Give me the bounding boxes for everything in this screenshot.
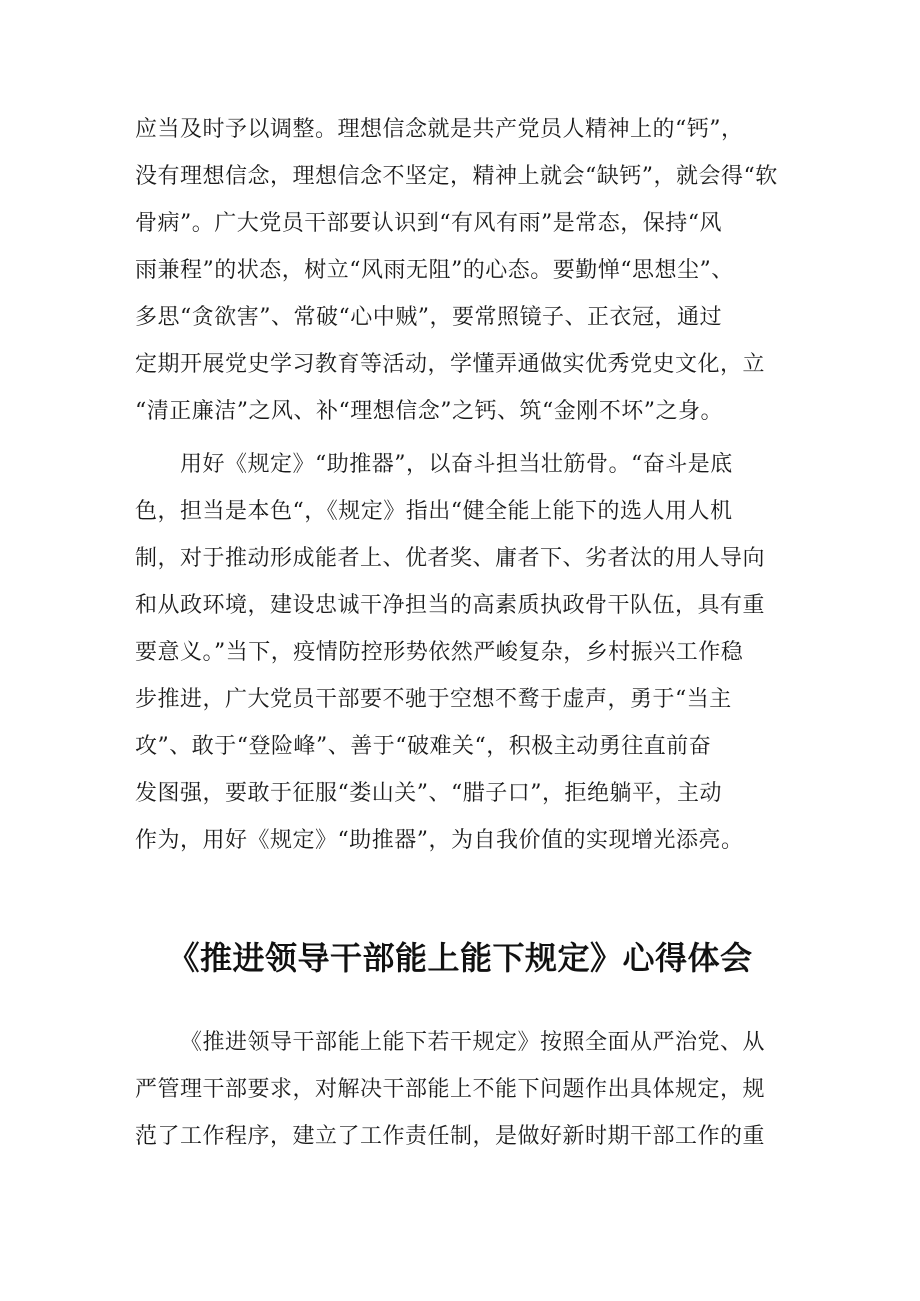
paragraph-line: 骨病”。广大党员干部要认识到“有风有雨”是常态，保持“风 (135, 211, 722, 236)
paragraph-line: 作为，用好《规定》“助推器”，为自我价值的实现增光添亮。 (135, 828, 744, 853)
paragraph-line: 攻”、敢于“登险峰”、善于“破难关“，积极主动勇往直前奋 (135, 734, 712, 759)
paragraph-line: 范了工作程序，建立了工作责任制，是做好新时期干部工作的重 (135, 1124, 766, 1149)
paragraph-line: 发图强，要敢于征服“娄山关”、“腊子口”，拒绝躺平，主动 (135, 781, 722, 806)
paragraph-line: 色，担当是本色“，《规定》指出“健全能上能下的选人用人机 (135, 499, 733, 524)
paragraph-line: 要意义。”当下，疫情防控形势依然严峻复杂，乡村振兴工作稳 (135, 640, 744, 665)
paragraph-line: 严管理干部要求，对解决干部能上不能下问题作出具体规定，规 (135, 1077, 766, 1102)
paragraph-line: 制，对于推动形成能者上、优者奖、庸者下、劣者汰的用人导向 (135, 546, 766, 571)
paragraph-line: 用好《规定》“助推器”，以奋斗担当壮筋骨。“奋斗是底 (180, 452, 733, 477)
paragraph-line: “清正廉洁”之风、补“理想信念”之钙、筑“金刚不坏”之身。 (135, 399, 723, 424)
section-title: 《推进领导干部能上能下规定》心得体会 (167, 939, 753, 977)
paragraph-line: 定期开展党史学习教育等活动，学懂弄通做实优秀党史文化，立 (135, 352, 766, 377)
paragraph-line: 和从政环境，建设忠诚干净担当的高素质执政骨干队伍，具有重 (135, 593, 766, 618)
paragraph-line: 应当及时予以调整。理想信念就是共产党员人精神上的“钙”， (135, 117, 744, 142)
paragraph-line: 没有理想信念，理想信念不坚定，精神上就会“缺钙”，就会得“软 (135, 164, 778, 189)
paragraph-line: 《推进领导干部能上能下若干规定》按照全面从严治党、从 (180, 1030, 766, 1055)
paragraph-line: 雨兼程”的状态，树立“风雨无阻”的心态。要勤惮“思想尘”、 (135, 258, 734, 283)
paragraph-line: 步推进，广大党员干部要不驰于空想不鹜于虚声，勇于“当主 (135, 687, 732, 712)
paragraph-line: 多思“贪欲害”、常破“心中贼”，要常照镜子、正衣冠，通过 (135, 305, 722, 330)
